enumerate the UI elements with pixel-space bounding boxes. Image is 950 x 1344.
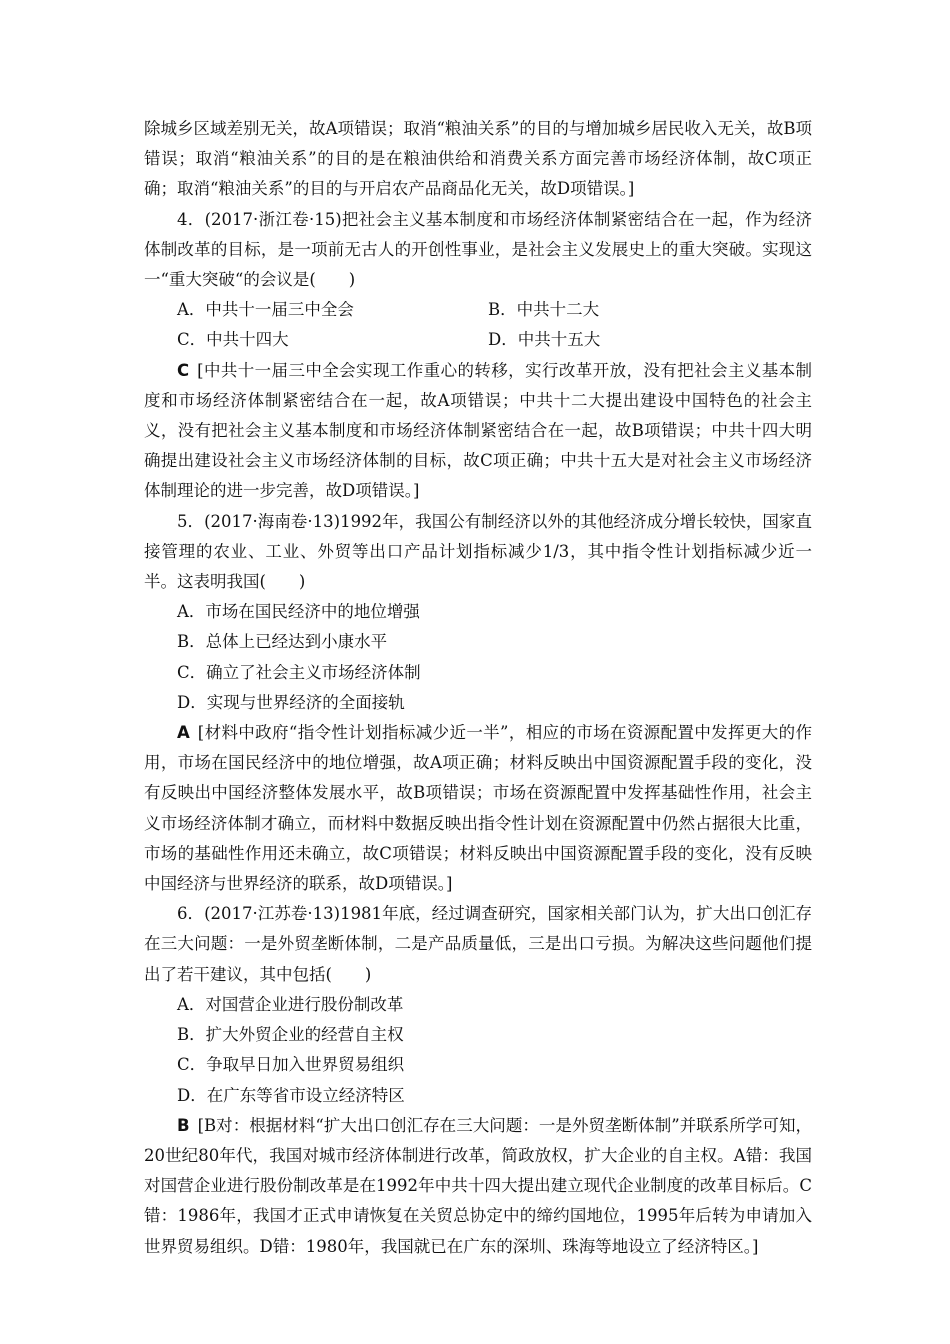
option-b: B．中共十二大 [488, 300, 600, 320]
option-a: A．市场在国民经济中的地位增强 [177, 602, 420, 622]
option-c: C．确立了社会主义市场经济体制 [177, 662, 421, 682]
explanation-text: [材料中政府“指令性计划指标减少近一半”，相应的市场在资源配置中发挥更大的作用，市场在国民经济中的地位增强，故A项正确；材料反映出中国资源配置手段的变化，没有反映出中国经济整体发展水平，故B项错误；市场在资源配置中发挥基础性作用，社会主义市场经济体制才确立，而材料中数据反映出指令性计划在资源配置中仍然占据很大比重，市场的基础性作用还未确立，故C项错误；材料反映出中国资源配置手段的变化，没有反映中国经济与世界经济的联系，故D项错误。] [144, 723, 812, 894]
option-a: A．对国营企业进行股份制改革 [177, 994, 404, 1014]
question-stem: 6．(2017·江苏卷·13)1981年底，经过调查研究，国家相关部门认为，扩大出口创汇存在三大问题：一是外贸垄断体制，二是产品质量低，三是出口亏损。为解决这些问题他们提出了若干建议，其中包括( ) [144, 904, 812, 984]
option-row [144, 325, 812, 355]
answer-explanation [144, 718, 812, 899]
question-block [144, 205, 812, 507]
answer-letter: A [177, 723, 190, 743]
explanation-text: [B对：根据材料“扩大出口创汇存在三大问题：一是外贸垄断体制”并联系所学可知，20世纪80年代，我国对城市经济体制进行改革，简政放权，扩大企业的自主权。A错：我国对国营企业进行股份制改革是在1992年中共十四大提出建立现代企业制度的改革目标后。C错：1986年，我国才正式申请恢复在关贸总协定中的缔约国地位，1995年后转为申请加入世界贸易组织。D错：1980年，我国就已在广东的深圳、珠海等地设立了经济特区。] [144, 1115, 812, 1256]
option-a: A．中共十一届三中全会 [177, 300, 354, 320]
explanation-text: [中共十一届三中全会实现工作重心的转移，实行改革开放，没有把社会主义基本制度和市场经济体制紧密结合在一起，故A项错误；中共十二大提出建设中国特色的社会主义，没有把社会主义基本制度和市场经济体制紧密结合在一起，故B项错误；中共十四大明确提出建设社会主义市场经济体制的目标，故C项正确；中共十五大是对社会主义市场经济体制理论的进一步完善，故D项错误。] [144, 360, 812, 501]
previous-explanation: 除城乡区域差别无关，故A项错误；取消“粮油关系”的目的与增加城乡居民收入无关，故B项错误；取消“粮油关系”的目的是在粮油供给和消费关系方面完善市场经济体制，故C项正确；取消“粮油关系”的目的与开启农产品商品化无关，故D项错误。] [144, 119, 812, 199]
answer-explanation [144, 356, 812, 507]
question-block [144, 507, 812, 900]
document-page [144, 114, 812, 1262]
option-b: B．总体上已经达到小康水平 [177, 632, 388, 652]
answer-explanation [144, 1111, 812, 1262]
option-c: C．争取早日加入世界贸易组织 [177, 1055, 405, 1075]
question-block [144, 899, 812, 1261]
answer-letter: B [177, 1115, 190, 1135]
answer-letter: C [177, 360, 190, 380]
option-d: D．实现与世界经济的全面接轨 [177, 692, 405, 712]
question-stem: 5．(2017·海南卷·13)1992年，我国公有制经济以外的其他经济成分增长较快，国家直接管理的农业、工业、外贸等出口产品计划指标减少1/3，其中指令性计划指标减少近一半。这表明我国( ) [144, 511, 812, 592]
option-row [144, 295, 812, 325]
option-d: D．在广东等省市设立经济特区 [177, 1085, 405, 1105]
option-b: B．扩大外贸企业的经营自主权 [177, 1025, 404, 1045]
option-d: D．中共十五大 [488, 330, 601, 350]
question-stem: 4．(2017·浙江卷·15)把社会主义基本制度和市场经济体制紧密结合在一起，作为经济体制改革的目标，是一项前无古人的开创性事业，是社会主义发展史上的重大突破。实现这一“重大突破“的会议是( ) [144, 209, 812, 290]
option-c: C．中共十四大 [177, 330, 289, 350]
